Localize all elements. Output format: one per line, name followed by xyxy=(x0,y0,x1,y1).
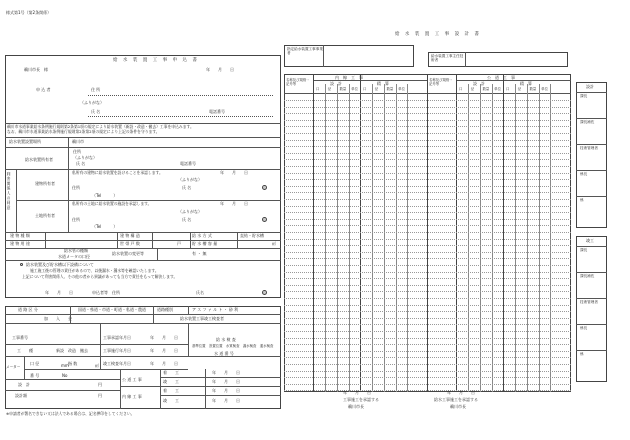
building-structure-label: 建 物 構 造 xyxy=(120,233,140,238)
stamp-slot-label: 係長 xyxy=(580,326,588,330)
deposit-label: 加 入 金 xyxy=(44,316,72,321)
notes-seal-icon: 印 xyxy=(263,291,267,295)
tank-unit: ㎥ xyxy=(272,241,276,246)
area-value: 国道・県道・市道・町道・私道・農道 xyxy=(78,307,146,312)
land-seal-icon: 印 xyxy=(263,218,267,222)
grid-subheader: 単位 xyxy=(398,87,406,91)
end-date-value: 年 月 日 xyxy=(150,361,178,366)
work-row-3-date: 年 月 日 xyxy=(212,398,240,403)
stamp-slot-label: 技術管理者 xyxy=(580,300,598,304)
approve-left: 工事施工を承認する xyxy=(343,397,379,402)
work-row-2: 着 工 xyxy=(163,388,179,393)
public-work-label: 公 道 工 事 xyxy=(122,377,142,382)
area-label: 道 路 区 分 xyxy=(18,307,38,312)
building-seal-icon: 印 xyxy=(263,186,267,190)
grid-subheader: 口 xyxy=(316,87,320,91)
work-types: 新設 改造 撤去 xyxy=(56,348,88,353)
notes-date: 年 月 日 xyxy=(45,290,73,295)
approval-date-label: 工事承認年月日 xyxy=(103,335,131,340)
building-consent-address: 住所 xyxy=(72,185,80,190)
supply-value: 直結・貯水槽 xyxy=(240,233,264,238)
applicant-address-label: 住 所 xyxy=(91,87,101,92)
stamp-slot-label: 課長補佐 xyxy=(580,274,595,278)
grid-subheader: 径 xyxy=(327,87,332,91)
meter-caliber: 口 径 xyxy=(30,361,40,366)
work-row-1: 竣 工 xyxy=(163,379,179,384)
design-stamp-column xyxy=(576,82,607,228)
stamp-slot-label: 課長補佐 xyxy=(580,120,595,124)
stamp-slot-label: 課長 xyxy=(580,94,588,98)
interested-party-label: 利害関係人の同意 xyxy=(7,172,12,211)
application-title: 給 水 装 置 工 事 申 込 書 xyxy=(113,58,199,63)
approve-left-city: 鵜川市長 xyxy=(348,404,364,409)
building-tel: （Tel ） xyxy=(92,193,118,198)
land-tel: （Tel ） xyxy=(92,224,118,229)
water-status-label: 給水装置の変更等 xyxy=(112,251,144,256)
households-label: 世 帯 戸 数 xyxy=(120,241,140,246)
completion-stamp-title: 竣工 xyxy=(586,238,594,243)
grid-subheader: 単位 xyxy=(494,87,502,91)
work-row-0: 着 工 xyxy=(163,370,179,375)
form-number: 様式第1号（第2条関係） xyxy=(6,10,52,15)
design-stamp-title: 設計 xyxy=(586,84,594,89)
building-use-label: 建 物 用 途 xyxy=(10,241,30,246)
total-unit: 円 xyxy=(98,393,102,398)
owner-name: 氏 名 xyxy=(76,161,86,166)
land-consent: 私所有の土地に給水装置の施設を承認します。 xyxy=(72,201,152,206)
pipe-type-label: 給水管の種類 xyxy=(64,248,88,253)
note-checkbox-icon[interactable] xyxy=(20,263,23,266)
inner-work-title: 内 線 工 事 xyxy=(335,75,363,80)
stamp-slot-label: 技術管理者 xyxy=(580,146,598,150)
supply-label: 給 水 方 式 xyxy=(192,233,212,238)
meter-unit: mm xyxy=(61,363,69,368)
building-owner-label: 建物所有者 xyxy=(35,181,55,186)
road-value: ア ス フ ァ ル ト ・ 砂 利 xyxy=(192,307,239,312)
applicant-phone-label: 電話番号 xyxy=(209,109,225,114)
notes-name: 氏名 xyxy=(196,290,204,295)
approve-left-date: 年 月 日 xyxy=(343,390,371,395)
work-row-1-date: 年 月 日 xyxy=(212,379,240,384)
meter-number: 指 数 xyxy=(68,361,78,366)
grid-subheader: 径 xyxy=(470,87,475,91)
end-date-label: 竣工検査年月日 xyxy=(103,361,131,366)
applicant-name-label: 氏 名 xyxy=(91,109,101,114)
water-number-label: 水 道 番 号 xyxy=(214,351,234,356)
name-spec-left: 名称及び規格・記号等 xyxy=(286,78,310,86)
notes-address: 申込者等 住所 xyxy=(92,290,120,295)
serial-label: No xyxy=(62,373,68,378)
lower-box xyxy=(5,306,281,409)
applicant-label: 申 込 者 xyxy=(36,87,51,92)
private-work-label: 内 線 工 事 xyxy=(122,394,142,399)
land-consent-furigana: （ふりがな） xyxy=(178,209,202,214)
application-date: 年 月 日 xyxy=(206,67,234,72)
road-label: 道路種別 xyxy=(157,307,173,312)
location-label: 給水装置設置場所 xyxy=(9,139,41,144)
owner-label: 給水装置所有者 xyxy=(25,157,53,162)
approve-right-city: 鵜川市長 xyxy=(450,404,466,409)
inner-design-col: 設 計 xyxy=(330,81,342,86)
note-3: 上記について利害関係人、その他の者から異議があっても当方で責任をもって解決します。 xyxy=(22,274,178,279)
design-label: 設 計 xyxy=(18,382,30,387)
stamp-slot-label: 係 xyxy=(580,198,584,202)
public-design-col: 設 計 xyxy=(473,81,485,86)
building-consent: 私所有の建物に給水装置を設けることを承認します。 xyxy=(72,170,163,175)
contract-label: 給水装置工事竣工検査者 xyxy=(180,316,224,321)
footer-note: ※申請者が署名できない又は法人である場合は、記名押印をしてください。 xyxy=(6,411,135,416)
inspection-sub: 基準位置 設置位置 水質検査 漏水検査 通水検査 xyxy=(192,344,274,348)
building-type-label: 建 物 種 類 xyxy=(10,233,30,238)
meter-unit2: ㎥ xyxy=(95,363,99,368)
owner-furigana: （ふりがな） xyxy=(73,155,97,160)
grid-subheader: 口 xyxy=(363,87,367,91)
inner-settle-col: 精 算 xyxy=(377,81,389,86)
name-spec-right: 名称及び規格・記号等 xyxy=(429,78,453,86)
declaration-2: なお、鵜川市水道事業給水条例施行規則第2条第2項の規定により上記の条件を守ります。 xyxy=(7,129,160,134)
land-owner-label: 土地所有者 xyxy=(35,213,55,218)
stamp-slot-label: 係長 xyxy=(580,172,588,176)
design-title: 給 水 装 置 工 事 設 計 書 xyxy=(395,32,481,37)
building-consent-date: 年 月 日 xyxy=(220,170,248,175)
grid-subheader: 口 xyxy=(506,87,510,91)
chief-label: 給水装置工事主任技術者 xyxy=(431,54,464,62)
meter-label: メーター xyxy=(6,365,21,369)
construction-no-label: 工事番号 xyxy=(12,335,28,340)
design-unit: 円 xyxy=(98,382,102,387)
work-row-3: 竣 工 xyxy=(163,398,179,403)
grid-subheader: 数量 xyxy=(339,87,347,91)
approve-right: 給水工事施工を承認する xyxy=(434,397,478,402)
addressee: 鵜川市長 様 xyxy=(24,67,48,72)
work-row-2-date: 年 月 日 xyxy=(212,388,240,393)
location-value: 鵜川市 xyxy=(72,139,84,144)
land-consent-name: 氏 名 xyxy=(182,217,192,222)
work-sub-value: 年 月 日 xyxy=(150,348,178,353)
grid-subheader: 口 xyxy=(459,87,463,91)
total-label: 設計額 xyxy=(15,393,27,398)
grid-subheader: 単位 xyxy=(351,87,359,91)
public-work-title: 公 道 工 事 xyxy=(487,75,515,80)
approval-date-value: 年 月 日 xyxy=(150,335,178,340)
building-consent-furigana: （ふりがな） xyxy=(178,177,202,182)
public-settle-col: 精 算 xyxy=(520,81,532,86)
grid-subheader: 径 xyxy=(517,87,522,91)
grid-subheader: 単位 xyxy=(541,87,549,91)
declaration-1: 鵜川市水道事業給水条例施行規則第2条第1項の規定により給水装置（新設・改造・撤去）工事を申込みます。 xyxy=(7,124,194,129)
applicant-furigana: （ふりがな） xyxy=(80,100,104,105)
number-label: 番 号 xyxy=(30,373,40,378)
building-consent-name: 氏 名 xyxy=(182,185,192,190)
tank-label: 貯 水 槽 容 量 xyxy=(192,241,218,246)
grid-subheader: 径 xyxy=(374,87,379,91)
note-2: 施工施工後の管理の責任があるので、以後漏水・濁水等を確認いたします。 xyxy=(30,268,159,273)
water-meter-label: 水道メータの口径 xyxy=(58,254,90,259)
grid-subheader: 数量 xyxy=(386,87,394,91)
stamp-slot-label: 係 xyxy=(580,352,584,356)
work-row-0-date: 年 月 日 xyxy=(212,370,240,375)
grid-subheader: 数量 xyxy=(482,87,490,91)
work-sub: 工事施行年月日 xyxy=(103,348,131,353)
grid-subheader: 数量 xyxy=(529,87,537,91)
note-1: 給水装置及び貯水槽以下設備について xyxy=(26,262,94,267)
completion-stamp-column xyxy=(576,236,607,382)
inspection-label: 給 水 検 査 xyxy=(216,337,236,342)
work-label: 工 種 xyxy=(17,348,33,353)
households-unit: 戸 xyxy=(177,241,181,246)
owner-phone: 電話番号 xyxy=(180,161,196,166)
approve-right-date: 年 月 日 xyxy=(447,390,475,395)
stamp-slot-label: 課長 xyxy=(580,248,588,252)
contractor-label: 指定給水装置工事事業者 xyxy=(287,47,323,55)
owner-address: 住所 xyxy=(73,149,81,154)
yes-no: 有 ・ 無 xyxy=(192,251,207,256)
land-consent-date: 年 月 日 xyxy=(220,201,248,206)
land-consent-address: 住所 xyxy=(72,217,80,222)
